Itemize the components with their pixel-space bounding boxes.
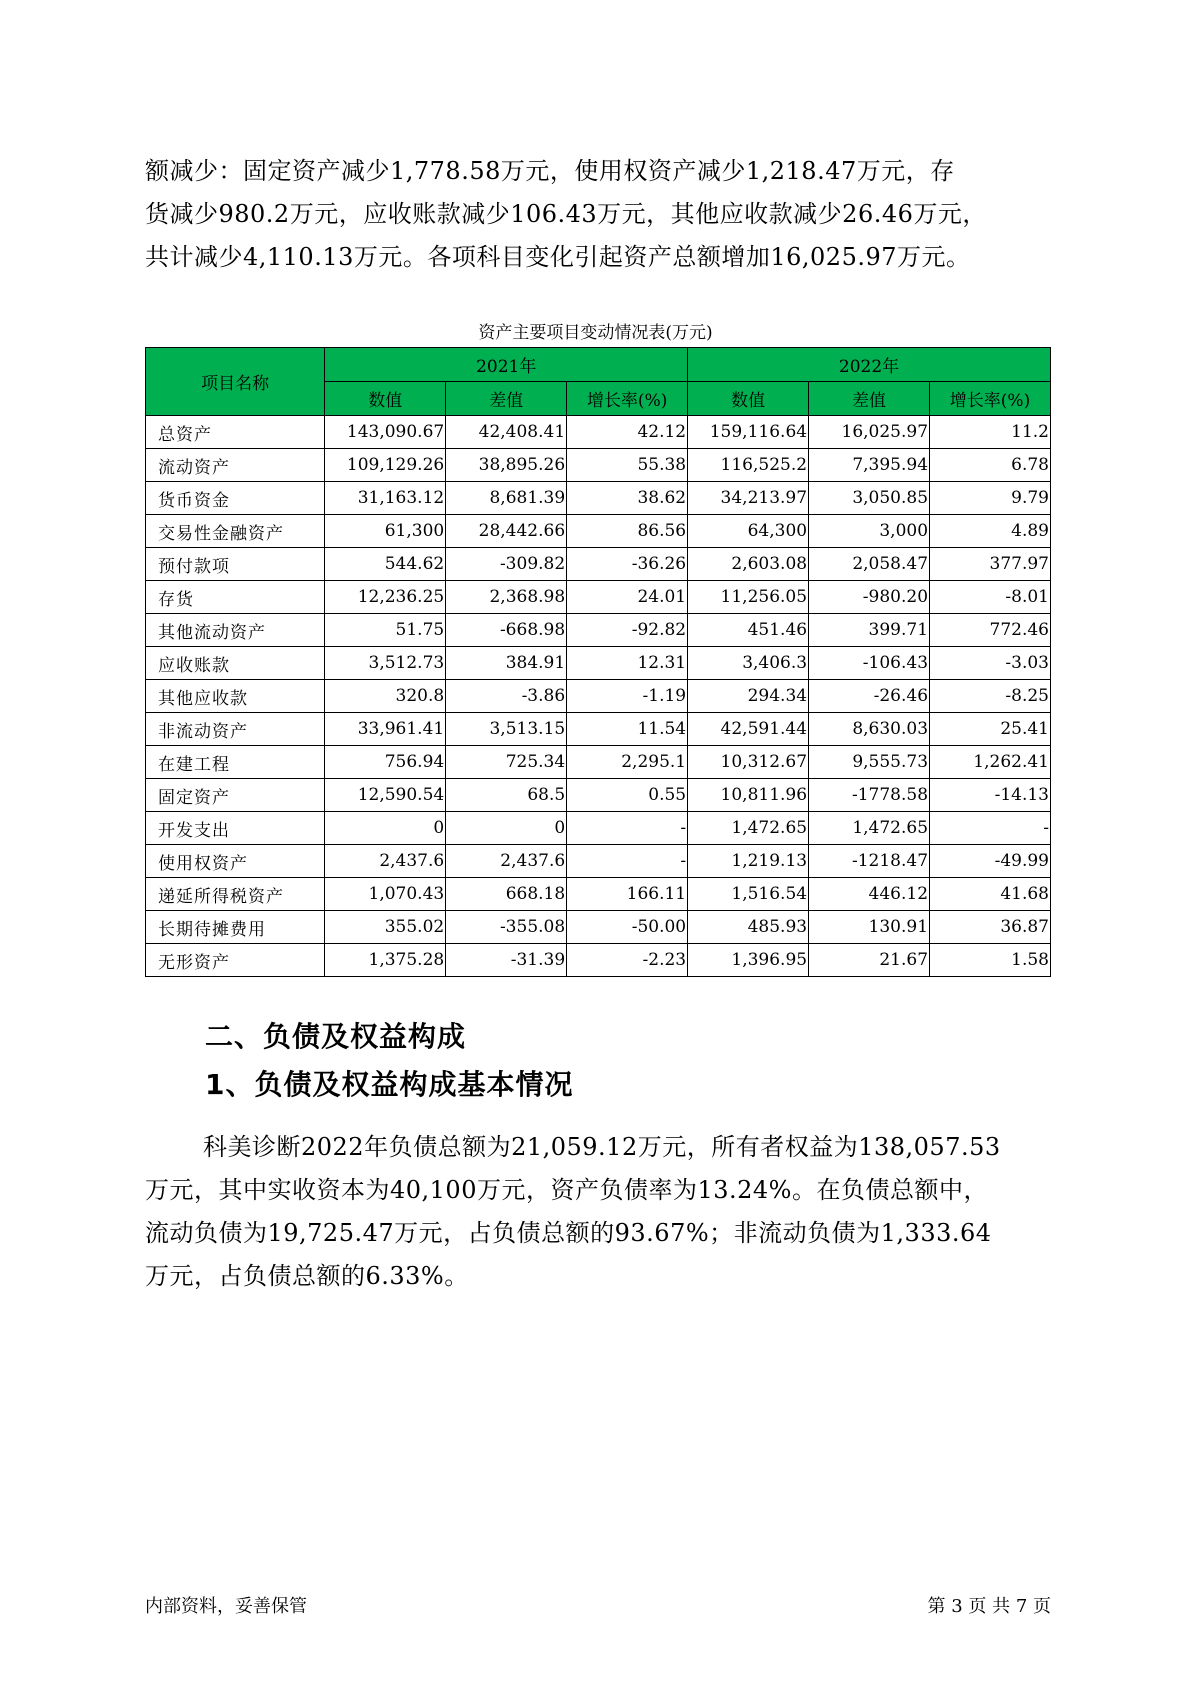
row-value-cell: 10,312.67 xyxy=(688,746,809,779)
header-growth: 增长率(%) xyxy=(567,382,688,416)
row-value-cell: -1778.58 xyxy=(809,779,930,812)
row-value-cell: 1,262.41 xyxy=(930,746,1051,779)
row-item-name: 长期待摊费用 xyxy=(146,911,325,944)
row-value-cell: -106.43 xyxy=(809,647,930,680)
row-value-cell: 24.01 xyxy=(567,581,688,614)
row-value-cell: 1,516.54 xyxy=(688,878,809,911)
row-value-cell: 2,368.98 xyxy=(446,581,567,614)
row-value-cell: -2.23 xyxy=(567,944,688,977)
header-year-2022: 2022年 xyxy=(688,348,1051,382)
row-value-cell: 3,512.73 xyxy=(325,647,446,680)
table-caption: 资产主要项目变动情况表(万元) xyxy=(478,323,713,343)
table-row xyxy=(146,614,1051,647)
table-row xyxy=(146,515,1051,548)
row-value-cell: -1218.47 xyxy=(809,845,930,878)
row-value-cell: 36.87 xyxy=(930,911,1051,944)
row-value-cell: -8.01 xyxy=(930,581,1051,614)
body-line: 科美诊断2022年负债总额为21,059.12万元，所有者权益为138,057.53 xyxy=(203,1133,1001,1161)
row-value-cell: -355.08 xyxy=(446,911,567,944)
row-value-cell: 2,437.6 xyxy=(325,845,446,878)
header-value: 数值 xyxy=(688,382,809,416)
row-value-cell: -31.39 xyxy=(446,944,567,977)
subsection-heading: 1、负债及权益构成基本情况 xyxy=(205,1068,574,1101)
row-value-cell: 294.34 xyxy=(688,680,809,713)
intro-line: 共计减少4,110.13万元。各项科目变化引起资产总额增加16,025.97万元。 xyxy=(145,243,971,271)
row-value-cell: - xyxy=(567,812,688,845)
row-value-cell: 3,513.15 xyxy=(446,713,567,746)
row-value-cell: 25.41 xyxy=(930,713,1051,746)
row-value-cell: -14.13 xyxy=(930,779,1051,812)
row-value-cell: 12.31 xyxy=(567,647,688,680)
row-value-cell: 668.18 xyxy=(446,878,567,911)
row-value-cell: 11.54 xyxy=(567,713,688,746)
row-value-cell: 384.91 xyxy=(446,647,567,680)
row-value-cell: 41.68 xyxy=(930,878,1051,911)
table-row xyxy=(146,746,1051,779)
header-diff: 差值 xyxy=(446,382,567,416)
row-value-cell: -980.20 xyxy=(809,581,930,614)
row-value-cell: 9.79 xyxy=(930,482,1051,515)
table-row xyxy=(146,548,1051,581)
row-value-cell: 33,961.41 xyxy=(325,713,446,746)
row-value-cell: 756.94 xyxy=(325,746,446,779)
row-value-cell: 16,025.97 xyxy=(809,416,930,449)
row-item-name: 开发支出 xyxy=(146,812,325,845)
row-value-cell: 42,591.44 xyxy=(688,713,809,746)
row-value-cell: -309.82 xyxy=(446,548,567,581)
row-value-cell: 51.75 xyxy=(325,614,446,647)
row-value-cell: 0.55 xyxy=(567,779,688,812)
body-line: 万元，其中实收资本为40,100万元，资产负债率为13.24%。在负债总额中， xyxy=(145,1176,988,1204)
footer-confidential-note: 内部资料，妥善保管 xyxy=(145,1596,307,1617)
table-row xyxy=(146,713,1051,746)
row-item-name: 存货 xyxy=(146,581,325,614)
row-value-cell: 320.8 xyxy=(325,680,446,713)
row-value-cell: 3,406.3 xyxy=(688,647,809,680)
row-value-cell: 772.46 xyxy=(930,614,1051,647)
row-item-name: 交易性金融资产 xyxy=(146,515,325,548)
row-value-cell: 9,555.73 xyxy=(809,746,930,779)
row-value-cell: -50.00 xyxy=(567,911,688,944)
row-value-cell: 355.02 xyxy=(325,911,446,944)
row-value-cell: 38.62 xyxy=(567,482,688,515)
row-value-cell: 10,811.96 xyxy=(688,779,809,812)
row-value-cell: 2,058.47 xyxy=(809,548,930,581)
row-value-cell: 3,000 xyxy=(809,515,930,548)
row-value-cell: 2,295.1 xyxy=(567,746,688,779)
table-body xyxy=(146,416,1051,977)
row-value-cell: 2,603.08 xyxy=(688,548,809,581)
row-value-cell: 0 xyxy=(446,812,567,845)
table-row xyxy=(146,911,1051,944)
header-item-name: 项目名称 xyxy=(146,348,325,416)
table-row xyxy=(146,845,1051,878)
table-row xyxy=(146,416,1051,449)
table-row xyxy=(146,680,1051,713)
row-value-cell: 64,300 xyxy=(688,515,809,548)
row-value-cell: 8,630.03 xyxy=(809,713,930,746)
footer-page-number: 第 3 页 共 7 页 xyxy=(927,1596,1051,1617)
row-value-cell: 1,472.65 xyxy=(688,812,809,845)
row-item-name: 其他应收款 xyxy=(146,680,325,713)
row-value-cell: 446.12 xyxy=(809,878,930,911)
row-value-cell: 28,442.66 xyxy=(446,515,567,548)
row-value-cell: 38,895.26 xyxy=(446,449,567,482)
row-value-cell: -668.98 xyxy=(446,614,567,647)
row-value-cell: -8.25 xyxy=(930,680,1051,713)
row-value-cell: -3.86 xyxy=(446,680,567,713)
row-value-cell: 34,213.97 xyxy=(688,482,809,515)
row-value-cell: 12,236.25 xyxy=(325,581,446,614)
row-value-cell: - xyxy=(930,812,1051,845)
section-heading: 二、负债及权益构成 xyxy=(205,1020,467,1053)
row-value-cell: 86.56 xyxy=(567,515,688,548)
header-year-2021: 2021年 xyxy=(325,348,688,382)
row-value-cell: 451.46 xyxy=(688,614,809,647)
row-value-cell: 21.67 xyxy=(809,944,930,977)
row-value-cell: 0 xyxy=(325,812,446,845)
row-value-cell: 1,396.95 xyxy=(688,944,809,977)
row-value-cell: 55.38 xyxy=(567,449,688,482)
body-line: 流动负债为19,725.47万元，占负债总额的93.67%；非流动负债为1,333.64 xyxy=(145,1219,992,1247)
row-value-cell: 377.97 xyxy=(930,548,1051,581)
row-value-cell: - xyxy=(567,845,688,878)
row-item-name: 预付款项 xyxy=(146,548,325,581)
row-value-cell: 1,375.28 xyxy=(325,944,446,977)
row-value-cell: -92.82 xyxy=(567,614,688,647)
table-row xyxy=(146,647,1051,680)
row-value-cell: 2,437.6 xyxy=(446,845,567,878)
body-paragraph xyxy=(145,1126,1050,1298)
row-value-cell: 544.62 xyxy=(325,548,446,581)
table-row xyxy=(146,581,1051,614)
row-value-cell: 1,070.43 xyxy=(325,878,446,911)
row-value-cell: 8,681.39 xyxy=(446,482,567,515)
row-value-cell: -49.99 xyxy=(930,845,1051,878)
row-value-cell: 130.91 xyxy=(809,911,930,944)
row-value-cell: -3.03 xyxy=(930,647,1051,680)
row-value-cell: 42.12 xyxy=(567,416,688,449)
intro-line: 额减少：固定资产减少1,778.58万元，使用权资产减少1,218.47万元，存 xyxy=(145,157,955,185)
body-line: 万元，占负债总额的6.33%。 xyxy=(145,1262,469,1290)
row-value-cell: 3,050.85 xyxy=(809,482,930,515)
row-value-cell: 11.2 xyxy=(930,416,1051,449)
row-value-cell: 68.5 xyxy=(446,779,567,812)
row-value-cell: 1,472.65 xyxy=(809,812,930,845)
row-item-name: 无形资产 xyxy=(146,944,325,977)
row-value-cell: 4.89 xyxy=(930,515,1051,548)
intro-line: 货减少980.2万元，应收账款减少106.43万元，其他应收款减少26.46万元， xyxy=(145,200,987,228)
row-item-name: 其他流动资产 xyxy=(146,614,325,647)
row-value-cell: 485.93 xyxy=(688,911,809,944)
row-value-cell: -1.19 xyxy=(567,680,688,713)
table-row xyxy=(146,878,1051,911)
row-value-cell: 42,408.41 xyxy=(446,416,567,449)
row-value-cell: 166.11 xyxy=(567,878,688,911)
table-row xyxy=(146,812,1051,845)
row-item-name: 应收账款 xyxy=(146,647,325,680)
row-value-cell: 11,256.05 xyxy=(688,581,809,614)
intro-paragraph xyxy=(145,150,1050,279)
row-value-cell: 1,219.13 xyxy=(688,845,809,878)
row-item-name: 非流动资产 xyxy=(146,713,325,746)
header-value: 数值 xyxy=(325,382,446,416)
asset-change-table xyxy=(145,347,1051,977)
row-item-name: 固定资产 xyxy=(146,779,325,812)
row-item-name: 流动资产 xyxy=(146,449,325,482)
row-value-cell: 1.58 xyxy=(930,944,1051,977)
row-value-cell: 399.71 xyxy=(809,614,930,647)
row-value-cell: 6.78 xyxy=(930,449,1051,482)
header-growth: 增长率(%) xyxy=(930,382,1051,416)
row-value-cell: 725.34 xyxy=(446,746,567,779)
table-row xyxy=(146,449,1051,482)
row-item-name: 在建工程 xyxy=(146,746,325,779)
row-value-cell: 12,590.54 xyxy=(325,779,446,812)
table-row xyxy=(146,779,1051,812)
row-value-cell: 61,300 xyxy=(325,515,446,548)
header-diff: 差值 xyxy=(809,382,930,416)
table-row xyxy=(146,944,1051,977)
row-item-name: 递延所得税资产 xyxy=(146,878,325,911)
row-item-name: 货币资金 xyxy=(146,482,325,515)
row-value-cell: -36.26 xyxy=(567,548,688,581)
row-value-cell: 31,163.12 xyxy=(325,482,446,515)
row-item-name: 总资产 xyxy=(146,416,325,449)
table-row xyxy=(146,482,1051,515)
row-value-cell: -26.46 xyxy=(809,680,930,713)
row-value-cell: 109,129.26 xyxy=(325,449,446,482)
row-value-cell: 159,116.64 xyxy=(688,416,809,449)
row-item-name: 使用权资产 xyxy=(146,845,325,878)
row-value-cell: 116,525.2 xyxy=(688,449,809,482)
row-value-cell: 143,090.67 xyxy=(325,416,446,449)
row-value-cell: 7,395.94 xyxy=(809,449,930,482)
